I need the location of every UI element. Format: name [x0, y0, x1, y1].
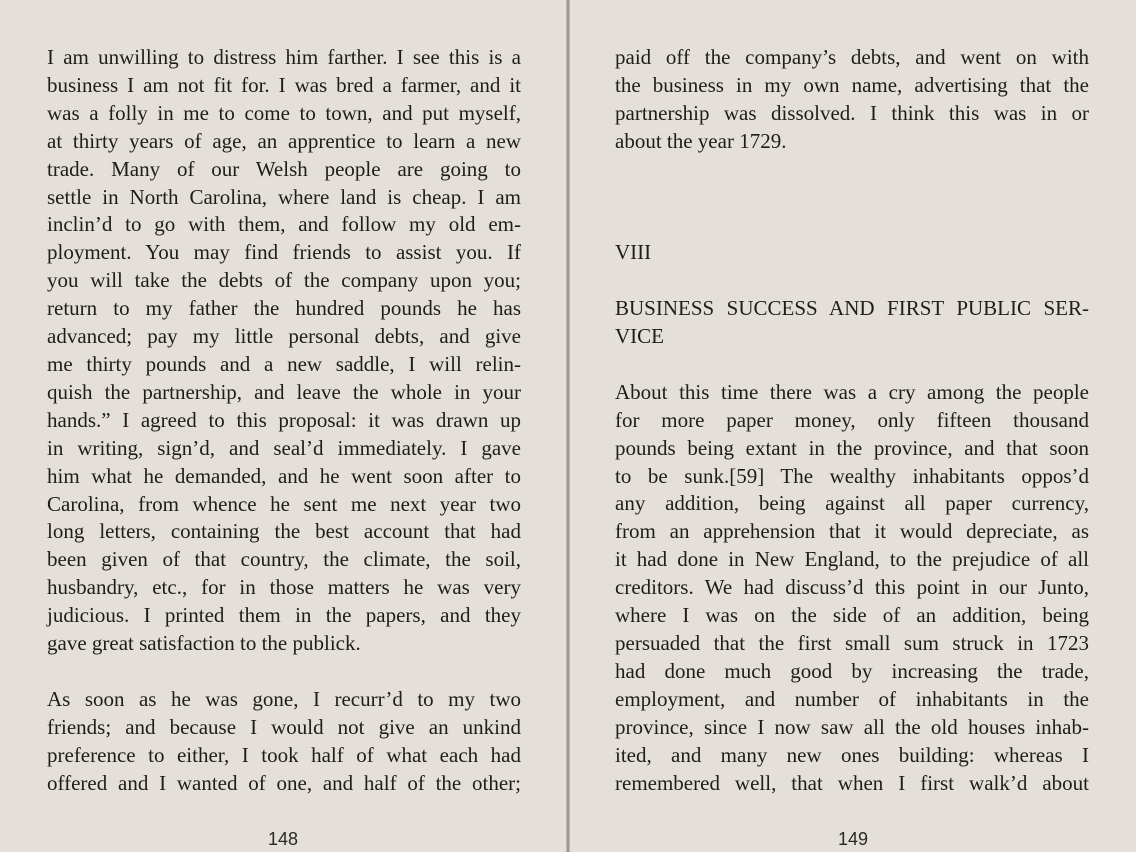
text-line: remembered well, that when I first walk’d about: [615, 770, 1089, 795]
text-line: trade. Many of our Welsh people are going to: [47, 156, 521, 181]
text-line: husbandry, etc., for in those matters he was very: [47, 575, 521, 600]
text-line: BUSINESS SUCCESS AND FIRST PUBLIC SER-: [615, 296, 1089, 321]
text-line: had done much good by increasing the trade,: [615, 658, 1089, 683]
chapter-number: VIII: [615, 240, 652, 265]
text-line: from an apprehension that it would depreciate, as: [615, 519, 1089, 544]
text-line: inclin’d to go with them, and follow my old em-: [47, 212, 521, 237]
text-line: VICE: [615, 324, 664, 349]
text-line: offered and I wanted of one, and half of the other;: [47, 770, 521, 795]
text-line: preference to either, I took half of what each had: [47, 742, 521, 767]
text-line: business I am not fit for. I was bred a farmer, and it: [47, 72, 521, 97]
text-line: where I was on the side of an addition, being: [615, 603, 1089, 628]
text-line: return to my father the hundred pounds he has: [47, 296, 521, 321]
text-line: persuaded that the first small sum struck in 1723: [615, 630, 1089, 655]
text-line: province, since I now saw all the old houses inhab-: [615, 714, 1089, 739]
text-line: Carolina, from whence he sent me next year two: [47, 491, 521, 516]
text-line: I am unwilling to distress him farther. I see this is a: [47, 45, 521, 69]
text-line: it had done in New England, to the prejudice of all: [615, 547, 1089, 572]
text-line: About this time there was a cry among the people: [615, 379, 1089, 404]
right-body-paragraph: [615, 379, 1089, 798]
text-line: advanced; pay my little personal debts, and give: [47, 324, 521, 349]
chapter-title: [615, 295, 1089, 351]
text-line: in writing, sign’d, and seal’d immediately. I gave: [47, 435, 521, 460]
text-line: ployment. You may find friends to assist you. If: [47, 240, 521, 265]
text-line: him what he demanded, and he went soon after to: [47, 463, 521, 488]
text-line: pounds being extant in the province, and that soon: [615, 435, 1089, 460]
text-line: gave great satisfaction to the publick.: [47, 631, 361, 656]
text-line: creditors. We had discuss’d this point in our Junto,: [615, 575, 1089, 600]
text-line: ited, and many new ones building: whereas I: [615, 742, 1089, 767]
left-page-text: [47, 44, 521, 797]
text-line: partnership was dissolved. I think this was in or: [615, 100, 1089, 125]
text-line: As soon as he was gone, I recurr’d to my two: [47, 686, 521, 711]
text-line: long letters, containing the best account that had: [47, 519, 521, 544]
right-page-text: [615, 44, 1089, 797]
text-line: you will take the debts of the company upon you;: [47, 268, 521, 293]
text-line: was a folly in me to come to town, and put myself,: [47, 100, 521, 125]
text-line: paid off the company’s debts, and went on with: [615, 45, 1089, 69]
right-page-number: 149: [837, 829, 869, 849]
text-line: the business in my own name, advertising that the: [615, 72, 1089, 97]
right-page[interactable]: [570, 0, 1136, 852]
text-line: friends; and because I would not give an unkind: [47, 714, 521, 739]
text-line: any addition, being against all paper currency,: [615, 491, 1089, 516]
text-line: been given of that country, the climate, the soil,: [47, 547, 521, 572]
left-paragraph-2: [47, 686, 521, 798]
text-line: about the year 1729.: [615, 128, 787, 153]
text-line: employment, and number of inhabitants in the: [615, 686, 1089, 711]
text-line: to be sunk.[59] The wealthy inhabitants oppos’d: [615, 463, 1089, 488]
text-line: me thirty pounds and a new saddle, I will relin-: [47, 351, 521, 376]
text-line: settle in North Carolina, where land is cheap. I am: [47, 184, 521, 209]
right-opening-paragraph: [615, 44, 1089, 156]
text-line: for more paper money, only fifteen thousand: [615, 407, 1089, 432]
text-line: at thirty years of age, an apprentice to learn a new: [47, 128, 521, 153]
text-line: hands.” I agreed to this proposal: it was drawn up: [47, 407, 521, 432]
text-line: quish the partnership, and leave the whole in your: [47, 379, 521, 404]
left-page-number: 148: [267, 829, 299, 849]
left-paragraph-1: [47, 44, 521, 658]
text-line: judicious. I printed them in the papers, and they: [47, 603, 521, 628]
left-page[interactable]: [0, 0, 566, 852]
